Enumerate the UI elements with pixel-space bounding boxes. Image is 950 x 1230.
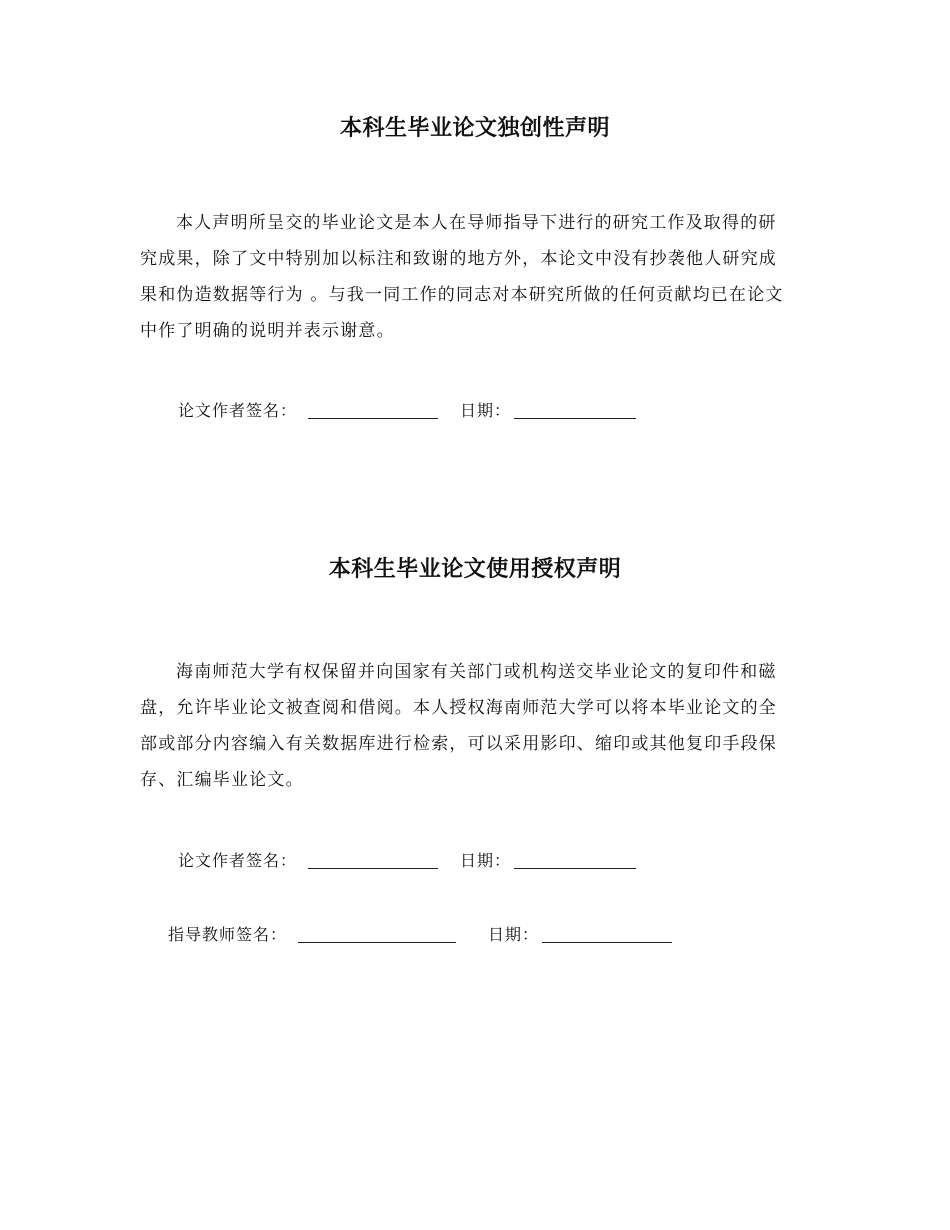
originality-signature-row [0,398,950,424]
originality-line-2: 究成果，除了文中特别加以标注和致谢的地方外，本论文中没有抄袭他人研究成 [140,249,777,269]
author-signature-label: 论文作者签名： [178,401,298,420]
authorization-title: 本科生毕业论文使用授权声明 [328,557,622,582]
advisor-signature-field[interactable] [298,942,456,943]
advisor-date-field[interactable] [542,942,672,943]
originality-title: 本科生毕业论文独创性声明 [339,116,610,141]
advisor-date-label: 日期： [488,925,540,944]
authorization-line-1: 海南师范大学有权保留并向国家有关部门或机构送交毕业论文的复印件和磁 [176,662,777,682]
originality-line-1: 本人声明所呈交的毕业论文是本人在导师指导下进行的研究工作及取得的研 [176,213,777,233]
advisor-signature-row [0,922,950,948]
authorization-line-2: 盘，允许毕业论文被查阅和借阅。本人授权海南师范大学可以将本毕业论文的全 [140,698,777,718]
originality-line-3: 果和伪造数据等行为 。与我一同工作的同志对本研究所做的任何贡献均已在论文 [140,285,784,305]
authorization-author-signature-row [0,848,950,874]
author-signature-field[interactable] [308,418,438,419]
date-label: 日期： [460,401,512,420]
originality-line-4: 中作了明确的说明并表示谢意。 [140,321,395,341]
date-label: 日期： [460,851,512,870]
authorization-paragraph [140,654,810,798]
date-field[interactable] [514,868,636,869]
advisor-signature-label: 指导教师签名： [168,925,288,944]
authorization-line-3: 部或部分内容编入有关数据库进行检索，可以采用影印、缩印或其他复印手段保 [140,734,777,754]
originality-paragraph [140,205,810,349]
date-field[interactable] [514,418,636,419]
author-signature-field[interactable] [308,868,438,869]
authorization-line-4: 存、汇编毕业论文。 [140,770,304,790]
author-signature-label: 论文作者签名： [178,851,298,870]
